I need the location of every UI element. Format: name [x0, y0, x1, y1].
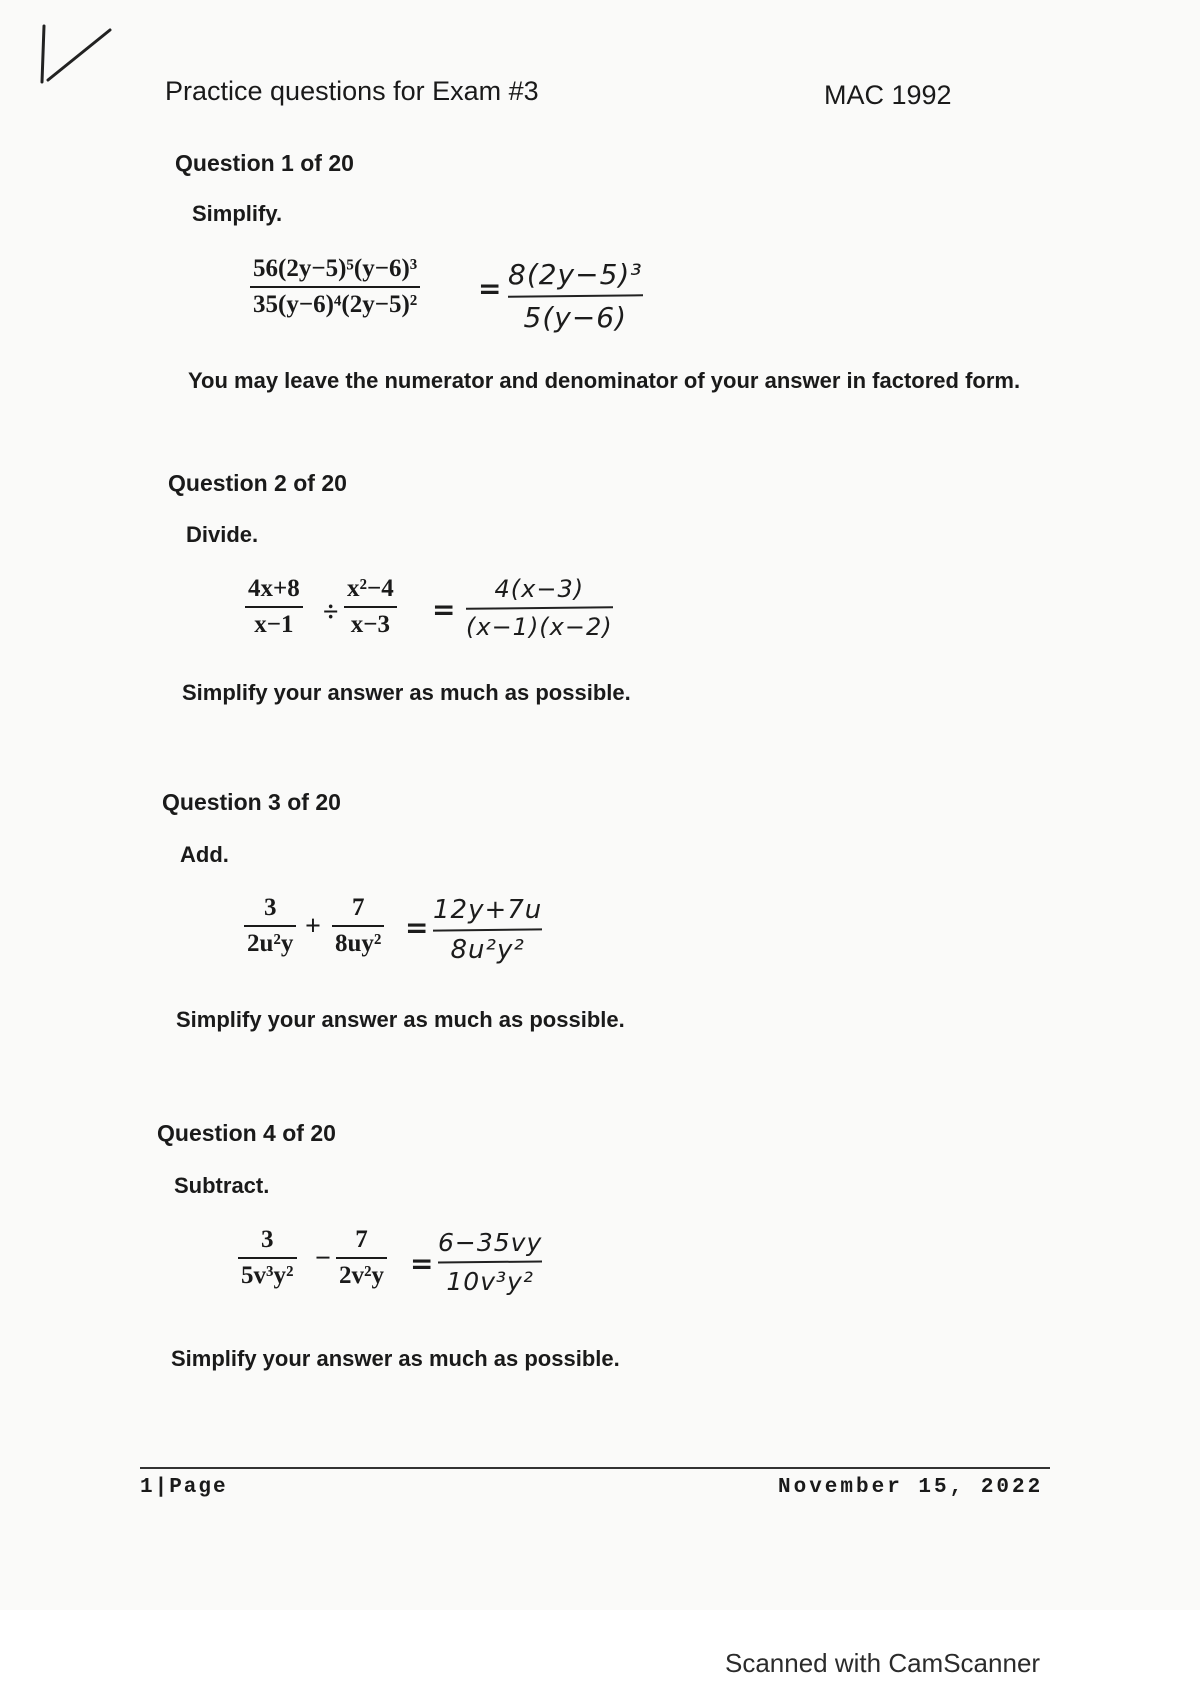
fraction-bar	[508, 294, 643, 297]
fraction-bar	[250, 286, 420, 288]
question-1-instruction: Simplify.	[192, 201, 283, 226]
fraction-bar	[438, 1260, 542, 1263]
q2-first-denominator: x−1	[254, 610, 294, 638]
question-2-heading: Question 2 of 20	[168, 470, 347, 496]
q1-equals-sign: =	[478, 272, 503, 305]
q3-plus-operator: +	[305, 911, 321, 942]
q4-equals-sign: =	[410, 1247, 435, 1280]
fraction-bar	[244, 925, 296, 927]
question-2-instruction: Divide.	[186, 522, 259, 547]
question-3-heading: Question 3 of 20	[162, 789, 341, 815]
question-1-expression	[250, 255, 420, 318]
q4-answer-numerator: 6−35vy	[438, 1228, 543, 1257]
pen-stroke-mark	[38, 22, 118, 92]
fraction-bar	[336, 1257, 387, 1259]
footer-date: November 15, 2022	[778, 1476, 1044, 1499]
q4-answer-denominator: 10v³y²	[446, 1267, 534, 1296]
footer-divider	[140, 1467, 1050, 1469]
q1-expression-denominator: 35(y−6)⁴(2y−5)²	[253, 290, 418, 318]
q3-answer-numerator: 12y+7u	[433, 895, 543, 925]
q2-first-numerator: 4x+8	[248, 575, 300, 602]
q3-second-denominator: 8uy²	[335, 929, 382, 957]
fraction-bar	[433, 928, 542, 931]
q4-first-fraction	[238, 1226, 297, 1289]
q2-answer-numerator: 4(x−3)	[494, 575, 585, 603]
course-code: MAC 1992	[824, 80, 952, 110]
question-1-note: You may leave the numerator and denominator of your answer in factored form.	[188, 368, 1021, 393]
document-title: Practice questions for Exam #3	[165, 76, 539, 106]
scanner-watermark: Scanned with CamScanner	[725, 1648, 1041, 1678]
q1-answer-numerator: 8(2y−5)³	[508, 258, 643, 291]
q4-minus-operator: −	[315, 1243, 331, 1274]
q2-divide-operator: ÷	[323, 597, 339, 628]
q4-first-numerator: 3	[261, 1226, 274, 1253]
q3-second-numerator: 7	[351, 894, 365, 921]
fraction-bar	[332, 925, 384, 927]
q2-second-fraction	[344, 575, 397, 638]
question-4-instruction: Subtract.	[174, 1173, 270, 1198]
q1-expression-numerator: 56(2y−5)⁵(y−6)³	[253, 255, 418, 282]
q4-second-fraction	[336, 1226, 387, 1289]
q3-first-fraction	[244, 894, 296, 957]
question-2-handwritten-answer	[466, 575, 613, 641]
q4-second-numerator: 7	[355, 1226, 368, 1253]
question-4-note: Simplify your answer as much as possible.	[171, 1346, 620, 1371]
q3-answer-denominator: 8u²y²	[450, 935, 525, 965]
fraction-bar	[245, 606, 303, 608]
q2-answer-denominator: (x−1)(x−2)	[466, 613, 613, 641]
page-number: 1|Page	[140, 1476, 228, 1499]
q2-first-fraction	[245, 575, 303, 638]
question-1-handwritten-answer	[508, 258, 643, 334]
question-3-instruction: Add.	[180, 842, 229, 867]
q3-second-fraction	[332, 894, 384, 957]
question-1-heading: Question 1 of 20	[175, 150, 354, 176]
question-4-heading: Question 4 of 20	[157, 1120, 336, 1146]
fraction-bar	[344, 606, 397, 608]
fraction-bar	[238, 1257, 297, 1259]
q4-first-denominator: 5v³y²	[241, 1261, 294, 1289]
question-3-note: Simplify your answer as much as possible.	[176, 1007, 625, 1032]
q2-second-denominator: x−3	[350, 610, 390, 638]
fraction-bar	[466, 606, 613, 610]
q1-answer-denominator: 5(y−6)	[523, 301, 628, 334]
q3-equals-sign: =	[405, 911, 430, 944]
q2-equals-sign: =	[432, 593, 457, 626]
question-2-note: Simplify your answer as much as possible.	[182, 680, 631, 705]
question-4-handwritten-answer	[438, 1228, 542, 1296]
q3-first-denominator: 2u²y	[247, 929, 294, 957]
q4-second-denominator: 2v²y	[339, 1261, 384, 1289]
q2-second-numerator: x²−4	[347, 575, 394, 602]
q3-first-numerator: 3	[263, 894, 277, 921]
question-3-handwritten-answer	[433, 895, 542, 965]
